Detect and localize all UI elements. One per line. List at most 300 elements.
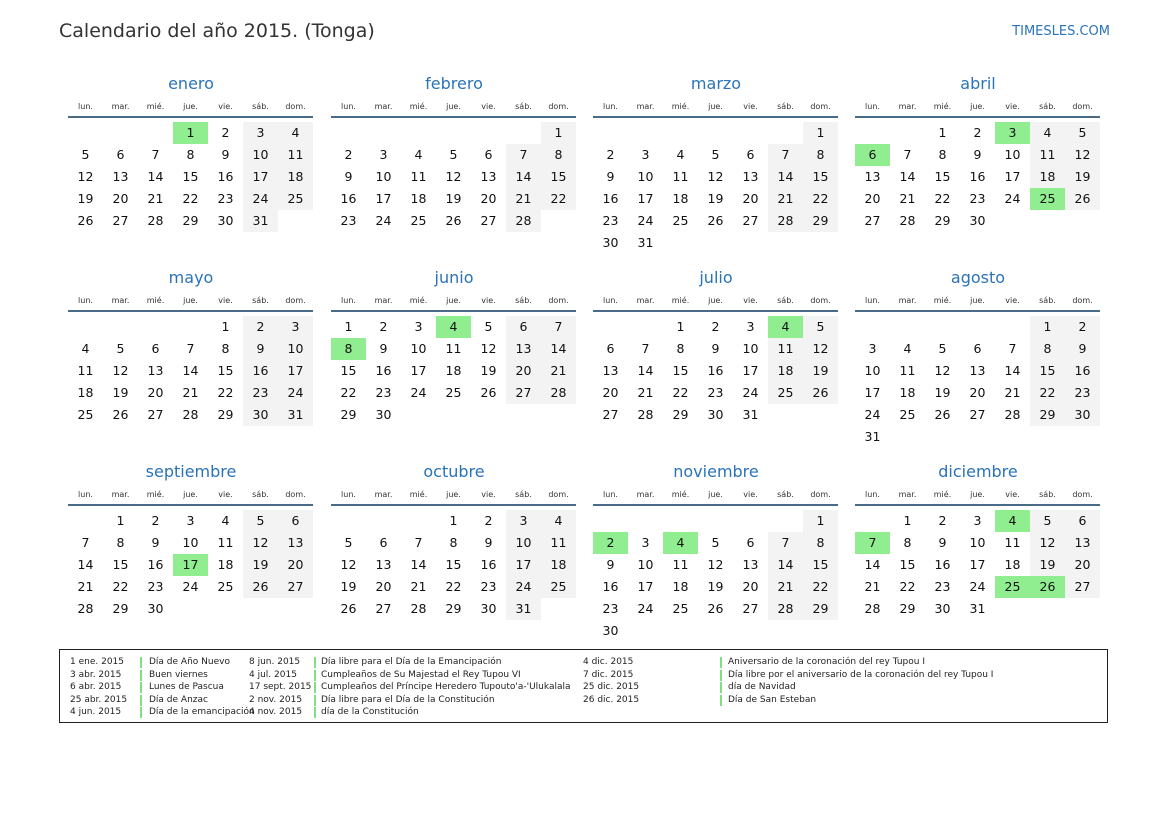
day-cell: 14 — [77, 557, 94, 572]
holiday-name: Día de Año Nuevo — [149, 657, 230, 667]
day-grid — [855, 506, 1101, 646]
weekday-name: mar. — [374, 490, 393, 499]
holiday-marker — [720, 657, 722, 668]
day-cell: 21 — [768, 188, 803, 210]
holiday-date: 2 nov. 2015 — [249, 694, 303, 705]
day-cell: 26 — [77, 213, 94, 228]
holiday-name: Día libre para el Día de la Constitución — [321, 694, 495, 705]
day-cell: 18 — [899, 385, 916, 400]
day-cell: 5 — [243, 510, 278, 532]
weekday-name: lun. — [865, 490, 880, 499]
day-cell: 20 — [375, 579, 392, 594]
day-cell: 2 — [938, 513, 947, 528]
weekday-name: dom. — [810, 102, 831, 111]
month-junio — [331, 266, 577, 452]
day-cell: 12 — [707, 557, 724, 572]
day-cell: 27 — [112, 213, 129, 228]
day-cell: 16 — [602, 191, 619, 206]
weekday-name: mié. — [671, 296, 690, 305]
day-cell: 3 — [973, 513, 982, 528]
day-cell: 2 — [379, 319, 388, 334]
weekday-header — [855, 294, 1101, 307]
weekday-name: dom. — [548, 490, 569, 499]
weekday-name: jue. — [708, 296, 723, 305]
day-cell: 31 — [637, 235, 654, 250]
day-cell: 12 — [803, 338, 838, 360]
holiday-name: Aniversario de la coronación del rey Tupou I — [728, 657, 925, 667]
day-cell: 16 — [707, 363, 724, 378]
day-cell: 12 — [243, 532, 278, 554]
day-cell: 22 — [803, 188, 838, 210]
weekday-name: lun. — [341, 296, 356, 305]
holiday-name: Lunes de Pascua — [149, 682, 224, 693]
day-cell: 14 — [147, 169, 164, 184]
day-cell: 7 — [768, 144, 803, 166]
day-cell: 15 — [445, 557, 462, 572]
day-cell: 6 — [506, 316, 541, 338]
holiday-date: 6 abr. 2015 — [70, 682, 122, 693]
month-name: enero — [168, 74, 214, 93]
day-cell: 21 — [1004, 385, 1021, 400]
weekday-name: mié. — [933, 296, 952, 305]
day-cell: 23 — [147, 579, 164, 594]
month-septiembre — [68, 460, 314, 646]
day-cell: 24 — [506, 576, 541, 598]
weekday-name: lun. — [865, 102, 880, 111]
day-cell: 17 — [637, 191, 654, 206]
day-cell: 9 — [243, 338, 278, 360]
day-cell: 12 — [1030, 532, 1065, 554]
holiday-day-cell: 25 — [995, 576, 1030, 598]
day-cell: 27 — [147, 407, 164, 422]
day-cell: 29 — [899, 601, 916, 616]
holiday-name: Día de San Esteban — [728, 694, 817, 705]
day-cell: 22 — [445, 579, 462, 594]
day-cell: 1 — [1030, 316, 1065, 338]
weekday-name: lun. — [78, 490, 93, 499]
day-grid — [331, 506, 577, 646]
day-cell: 2 — [243, 316, 278, 338]
day-cell: 11 — [278, 144, 313, 166]
day-cell: 8 — [803, 532, 838, 554]
day-cell: 3 — [506, 510, 541, 532]
holiday-marker — [140, 670, 142, 681]
day-cell: 18 — [217, 557, 234, 572]
day-cell: 24 — [1004, 191, 1021, 206]
day-cell: 23 — [217, 191, 234, 206]
day-cell: 20 — [278, 554, 313, 576]
holiday-date: 7 dic. 2015 — [583, 669, 634, 680]
holiday-marker — [314, 695, 316, 706]
weekday-header — [593, 100, 839, 113]
day-cell: 19 — [803, 360, 838, 382]
day-cell: 10 — [1004, 147, 1021, 162]
day-cell: 16 — [1065, 360, 1100, 382]
weekday-name: sáb. — [515, 102, 532, 111]
day-cell: 14 — [1004, 363, 1021, 378]
day-cell: 15 — [182, 169, 199, 184]
weekday-name: lun. — [603, 490, 618, 499]
day-cell: 25 — [217, 579, 234, 594]
day-cell: 2 — [221, 125, 230, 140]
weekday-header — [331, 294, 577, 307]
day-cell: 27 — [1065, 576, 1100, 598]
day-cell: 4 — [278, 122, 313, 144]
day-cell: 3 — [379, 147, 388, 162]
weekday-name: mar. — [374, 102, 393, 111]
weekday-name: mié. — [409, 490, 428, 499]
weekday-name: lun. — [603, 296, 618, 305]
day-cell: 30 — [1065, 404, 1100, 426]
weekday-name: vie. — [1005, 296, 1020, 305]
day-cell: 5 — [1030, 510, 1065, 532]
day-cell: 18 — [672, 579, 689, 594]
day-cell: 11 — [1030, 144, 1065, 166]
day-cell: 14 — [899, 169, 916, 184]
day-cell: 16 — [375, 363, 392, 378]
day-cell: 29 — [445, 601, 462, 616]
day-cell: 22 — [217, 385, 234, 400]
day-grid — [855, 312, 1101, 452]
day-cell: 5 — [711, 535, 720, 550]
weekday-name: mar. — [111, 490, 130, 499]
day-cell: 7 — [186, 341, 195, 356]
day-cell: 13 — [742, 169, 759, 184]
weekday-name: vie. — [1005, 102, 1020, 111]
day-cell: 15 — [340, 363, 357, 378]
weekday-name: mié. — [933, 490, 952, 499]
holiday-marker — [314, 657, 316, 668]
day-cell: 7 — [506, 144, 541, 166]
month-octubre — [331, 460, 577, 646]
day-cell: 24 — [410, 385, 427, 400]
day-cell: 14 — [182, 363, 199, 378]
day-cell: 6 — [278, 510, 313, 532]
day-cell: 21 — [899, 191, 916, 206]
day-cell: 6 — [151, 341, 160, 356]
weekday-name: mar. — [636, 102, 655, 111]
day-cell: 27 — [969, 407, 986, 422]
holiday-date: 26 dic. 2015 — [583, 694, 640, 705]
day-cell: 25 — [77, 407, 94, 422]
day-cell: 15 — [1030, 360, 1065, 382]
weekday-name: lun. — [341, 102, 356, 111]
day-cell: 8 — [541, 144, 576, 166]
day-cell: 11 — [410, 169, 427, 184]
weekday-name: sáb. — [515, 490, 532, 499]
day-cell: 7 — [903, 147, 912, 162]
day-cell: 30 — [217, 213, 234, 228]
day-cell: 27 — [480, 213, 497, 228]
day-cell: 6 — [973, 341, 982, 356]
holiday-name: Cumpleaños del Príncipe Heredero Tupouto'a-'Ulukalala — [321, 682, 571, 693]
day-cell: 27 — [742, 601, 759, 616]
weekday-name: lun. — [603, 102, 618, 111]
holiday-marker — [314, 707, 316, 718]
weekday-name: vie. — [1005, 490, 1020, 499]
day-cell: 8 — [1030, 338, 1065, 360]
day-cell: 13 — [742, 557, 759, 572]
weekday-name: vie. — [218, 102, 233, 111]
day-cell: 30 — [243, 404, 278, 426]
day-cell: 17 — [864, 385, 881, 400]
month-name: junio — [434, 268, 474, 287]
day-cell: 19 — [77, 191, 94, 206]
day-grid — [593, 506, 839, 646]
month-name: marzo — [690, 74, 742, 93]
day-cell: 21 — [410, 579, 427, 594]
day-cell: 23 — [340, 213, 357, 228]
day-cell: 7 — [151, 147, 160, 162]
day-cell: 22 — [899, 579, 916, 594]
weekday-name: dom. — [810, 296, 831, 305]
day-cell: 13 — [864, 169, 881, 184]
day-cell: 20 — [147, 385, 164, 400]
day-cell: 26 — [707, 213, 724, 228]
day-cell: 21 — [506, 188, 541, 210]
day-cell: 12 — [480, 341, 497, 356]
day-cell: 16 — [217, 169, 234, 184]
weekday-name: jue. — [183, 102, 198, 111]
day-cell: 23 — [375, 385, 392, 400]
day-cell: 19 — [707, 191, 724, 206]
day-cell: 26 — [803, 382, 838, 404]
holiday-name: Día libre por el aniversario de la coronación del rey Tupou I — [728, 669, 994, 680]
day-cell: 6 — [484, 147, 493, 162]
day-cell: 26 — [445, 213, 462, 228]
weekday-name: jue. — [970, 102, 985, 111]
day-cell: 13 — [480, 169, 497, 184]
holiday-day-cell: 4 — [768, 316, 803, 338]
day-cell: 18 — [768, 360, 803, 382]
day-cell: 26 — [243, 576, 278, 598]
holiday-day-cell: 26 — [1030, 576, 1065, 598]
day-cell: 18 — [278, 166, 313, 188]
day-cell: 4 — [81, 341, 90, 356]
day-cell: 18 — [541, 554, 576, 576]
day-cell: 3 — [414, 319, 423, 334]
weekday-name: jue. — [970, 490, 985, 499]
day-cell: 30 — [602, 235, 619, 250]
day-cell: 17 — [506, 554, 541, 576]
day-cell: 9 — [938, 535, 947, 550]
holiday-day-cell: 4 — [436, 316, 471, 338]
day-cell: 30 — [147, 601, 164, 616]
weekday-name: mié. — [146, 490, 165, 499]
day-cell: 29 — [182, 213, 199, 228]
day-cell: 23 — [602, 213, 619, 228]
weekday-name: mar. — [898, 490, 917, 499]
day-cell: 20 — [480, 191, 497, 206]
day-cell: 3 — [278, 316, 313, 338]
day-cell: 4 — [903, 341, 912, 356]
day-cell: 1 — [344, 319, 353, 334]
day-cell: 1 — [221, 319, 230, 334]
weekday-name: dom. — [548, 102, 569, 111]
weekday-name: jue. — [446, 490, 461, 499]
day-cell: 2 — [711, 319, 720, 334]
day-cell: 30 — [375, 407, 392, 422]
day-cell: 9 — [606, 557, 615, 572]
day-cell: 28 — [864, 601, 881, 616]
day-cell: 16 — [243, 360, 278, 382]
day-cell: 26 — [112, 407, 129, 422]
weekday-name: mar. — [374, 296, 393, 305]
day-cell: 18 — [445, 363, 462, 378]
day-cell: 11 — [672, 557, 689, 572]
day-cell: 4 — [541, 510, 576, 532]
day-cell: 8 — [803, 144, 838, 166]
holiday-date: 1 ene. 2015 — [70, 657, 124, 667]
day-cell: 24 — [278, 382, 313, 404]
weekday-header — [68, 294, 314, 307]
day-cell: 25 — [541, 576, 576, 598]
holiday-name: Cumpleaños de Su Majestad el Rey Tupou VI — [321, 669, 521, 680]
day-cell: 5 — [449, 147, 458, 162]
weekday-name: sáb. — [1039, 296, 1056, 305]
day-cell: 7 — [1008, 341, 1017, 356]
day-cell: 24 — [637, 213, 654, 228]
holiday-marker — [720, 695, 722, 706]
day-cell: 10 — [243, 144, 278, 166]
holiday-date: 3 abr. 2015 — [70, 669, 122, 680]
weekday-header — [855, 100, 1101, 113]
weekday-name: mié. — [409, 102, 428, 111]
day-cell: 20 — [864, 191, 881, 206]
day-cell: 23 — [243, 382, 278, 404]
site-link[interactable]: TIMESLES.COM — [1012, 24, 1110, 39]
weekday-name: vie. — [218, 296, 233, 305]
day-cell: 7 — [768, 532, 803, 554]
day-cell: 31 — [506, 598, 541, 620]
day-cell: 3 — [641, 147, 650, 162]
day-cell: 1 — [541, 122, 576, 144]
day-cell: 11 — [445, 341, 462, 356]
holiday-marker — [140, 682, 142, 693]
holiday-marker — [140, 707, 142, 718]
weekday-name: sáb. — [252, 490, 269, 499]
weekday-name: dom. — [1072, 102, 1093, 111]
day-cell: 12 — [112, 363, 129, 378]
day-cell: 27 — [506, 382, 541, 404]
day-cell: 25 — [899, 407, 916, 422]
day-cell: 23 — [1065, 382, 1100, 404]
day-cell: 26 — [707, 601, 724, 616]
day-cell: 14 — [541, 338, 576, 360]
day-cell: 24 — [864, 407, 881, 422]
day-cell: 26 — [480, 385, 497, 400]
day-cell: 5 — [484, 319, 493, 334]
day-cell: 11 — [899, 363, 916, 378]
day-cell: 18 — [1004, 557, 1021, 572]
day-cell: 17 — [278, 360, 313, 382]
day-cell: 3 — [186, 513, 195, 528]
day-cell: 2 — [606, 147, 615, 162]
weekday-header — [68, 488, 314, 501]
month-agosto — [855, 266, 1101, 452]
day-cell: 17 — [243, 166, 278, 188]
weekday-name: mié. — [146, 102, 165, 111]
day-cell: 13 — [506, 338, 541, 360]
day-grid — [68, 118, 314, 258]
day-cell: 21 — [637, 385, 654, 400]
holiday-name: Día de la emancipación — [149, 707, 255, 718]
day-cell: 1 — [116, 513, 125, 528]
holiday-date: 8 jun. 2015 — [249, 657, 301, 667]
day-cell: 31 — [278, 404, 313, 426]
day-cell: 17 — [375, 191, 392, 206]
holiday-date: 4 nov. 2015 — [249, 707, 303, 718]
day-cell: 15 — [672, 363, 689, 378]
day-cell: 13 — [602, 363, 619, 378]
day-cell: 14 — [506, 166, 541, 188]
weekday-name: vie. — [481, 102, 496, 111]
day-cell: 5 — [711, 147, 720, 162]
day-cell: 5 — [1065, 122, 1100, 144]
weekday-name: mar. — [898, 102, 917, 111]
day-cell: 23 — [707, 385, 724, 400]
day-cell: 10 — [278, 338, 313, 360]
month-name: mayo — [168, 268, 214, 287]
day-cell: 10 — [969, 535, 986, 550]
month-name: abril — [960, 74, 996, 93]
day-cell: 10 — [637, 169, 654, 184]
day-cell: 24 — [182, 579, 199, 594]
day-cell: 31 — [969, 601, 986, 616]
day-cell: 29 — [672, 407, 689, 422]
weekday-name: jue. — [446, 296, 461, 305]
day-cell: 16 — [480, 557, 497, 572]
weekday-name: mié. — [409, 296, 428, 305]
day-cell: 20 — [112, 191, 129, 206]
weekday-name: sáb. — [777, 296, 794, 305]
day-cell: 6 — [746, 147, 755, 162]
holiday-day-cell: 2 — [593, 532, 628, 554]
page-title: Calendario del año 2015. (Tonga) — [59, 20, 375, 42]
day-cell: 12 — [445, 169, 462, 184]
day-cell: 10 — [375, 169, 392, 184]
weekday-name: jue. — [446, 102, 461, 111]
day-cell: 25 — [278, 188, 313, 210]
month-name: febrero — [425, 74, 483, 93]
day-cell: 9 — [151, 535, 160, 550]
day-cell: 17 — [637, 579, 654, 594]
day-cell: 22 — [1030, 382, 1065, 404]
day-cell: 15 — [899, 557, 916, 572]
month-abril — [855, 72, 1101, 258]
weekday-name: mar. — [636, 296, 655, 305]
month-name: octubre — [423, 462, 485, 481]
day-cell: 4 — [676, 147, 685, 162]
day-cell: 24 — [742, 385, 759, 400]
day-cell: 29 — [803, 598, 838, 620]
day-cell: 9 — [379, 341, 388, 356]
day-cell: 13 — [969, 363, 986, 378]
day-cell: 25 — [445, 385, 462, 400]
day-grid — [68, 312, 314, 452]
weekday-name: vie. — [481, 296, 496, 305]
day-cell: 21 — [147, 191, 164, 206]
day-cell: 27 — [864, 213, 881, 228]
month-mayo — [68, 266, 314, 452]
day-cell: 6 — [1065, 510, 1100, 532]
day-cell: 28 — [147, 213, 164, 228]
day-cell: 7 — [641, 341, 650, 356]
day-cell: 2 — [344, 147, 353, 162]
day-cell: 21 — [77, 579, 94, 594]
day-cell: 19 — [934, 385, 951, 400]
day-cell: 11 — [1004, 535, 1021, 550]
